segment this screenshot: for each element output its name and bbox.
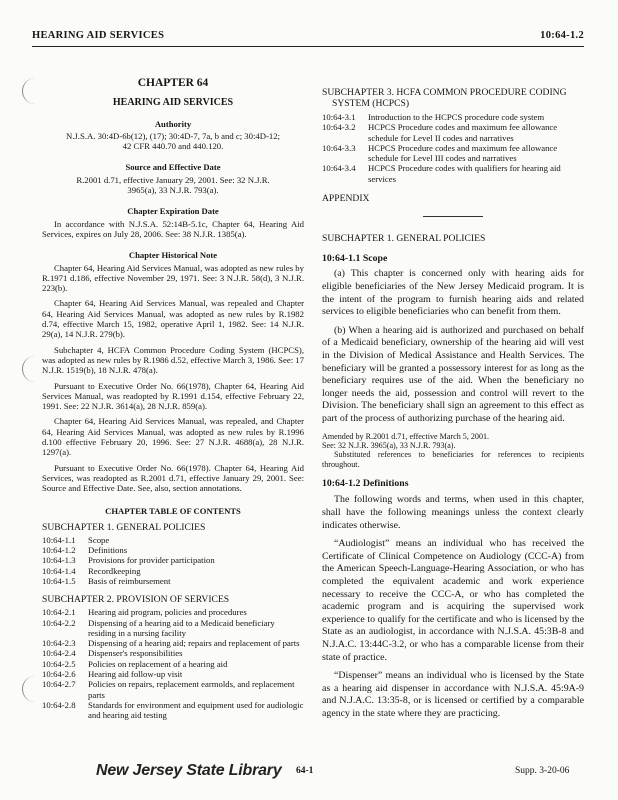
supplement-date: Supp. 3-20-06: [515, 766, 570, 776]
toc-entry-number: 10:64-2.7: [42, 679, 76, 690]
subchapter-1-heading: SUBCHAPTER 1. GENERAL POLICIES: [322, 233, 486, 245]
margin-mark: [22, 356, 37, 382]
history-paragraph: Chapter 64, Hearing Aid Services Manual, was repealed and Chapter 64, Hearing Aid Services Manual, was adopted as new rules by R.1982 d.74, effective March 15, 1982, operative April 1, 1982. See: 14 N.J.R. 29(a), 14 N.J.R. 279(b).: [42, 298, 304, 340]
toc-entry-number: 10:64-1.2: [42, 545, 76, 556]
toc-entry: [322, 122, 584, 143]
source-heading: Source and Effective Date: [125, 162, 221, 173]
toc-entry: [42, 659, 304, 669]
toc-entry: [322, 143, 584, 164]
toc-entry-title: Introduction to the HCPCS procedure code system: [368, 112, 545, 122]
toc-entry-number: 10:64-3.1: [322, 112, 356, 122]
toc-entry: [42, 618, 304, 639]
toc-entry-title: Definitions: [88, 545, 128, 556]
library-watermark: New Jersey State Library: [96, 762, 282, 779]
left-column: [42, 56, 304, 721]
history-paragraph: Chapter 64, Hearing Aid Services Manual, was repealed, and Chapter 64, Hearing Aid Services Manual, was adopted as new rules by R.1996 d.100 effective February 20, 1996. See: 27 N.J.R. 4688(a), 28 N.J.R. 1297(a).: [42, 416, 304, 458]
margin-mark: [22, 676, 37, 702]
toc-entry: [42, 576, 304, 586]
expiration-text: In accordance with N.J.S.A. 52:14B-5.1c, Chapter 64, Hearing Aid Services, expires on July 28, 2006. See: 38 N.J.R. 1385(a).: [42, 218, 304, 239]
section-1-1-heading: 10:64-1.1 Scope: [322, 253, 388, 265]
section-1-1-see: See: 32 N.J.R. 3965(a), 33 N.J.R. 793(a).: [322, 440, 456, 450]
toc-entry-title: Dispensing of a hearing aid; repairs and replacement of parts: [88, 638, 300, 649]
toc-entry: [42, 566, 304, 576]
history-paragraph: Chapter 64, Hearing Aid Services Manual, was adopted as new rules by R.1971 d.186, effective November 29, 1971. See: 3 N.J.R. 58(d), 3 N.J.R. 223(b).: [42, 262, 304, 294]
margin-mark: [22, 78, 37, 104]
toc-entry: [42, 700, 304, 721]
toc-entry-title: HCPCS Procedure codes and maximum fee allowance schedule for Level II codes and narratives: [368, 122, 558, 143]
toc-entry-number: 10:64-1.4: [42, 565, 76, 576]
authority-heading: Authority: [154, 118, 192, 129]
section-1-2-paragraph: The following words and terms, when used in this chapter, shall have the following meanings unless the context clearly indicates otherwise.: [322, 494, 584, 531]
toc-entry-number: 10:64-1.5: [42, 575, 76, 586]
toc-entry-number: 10:64-2.2: [42, 617, 76, 628]
toc-entry-title: Basis of reimbursement: [88, 575, 171, 586]
toc-entry-number: 10:64-2.1: [42, 607, 76, 618]
toc-subchapter-1-list: [42, 535, 304, 586]
toc-entry-number: 10:64-3.2: [322, 122, 356, 133]
toc-entry-number: 10:64-2.6: [42, 669, 76, 680]
toc-entry-number: 10:64-2.8: [42, 699, 76, 710]
toc-heading: CHAPTER TABLE OF CONTENTS: [105, 505, 241, 516]
toc-entry-title: Policies on replacement of a hearing aid: [88, 658, 228, 669]
toc-entry-number: 10:64-3.3: [322, 142, 356, 153]
section-divider: [423, 216, 483, 217]
history-heading: Chapter Historical Note: [128, 250, 218, 261]
toc-entry-number: 10:64-1.3: [42, 555, 76, 566]
running-head: [32, 30, 584, 44]
toc-entry-title: Dispensing of a hearing aid to a Medicaid beneficiary residing in a nursing facility: [88, 617, 275, 638]
section-1-2-paragraph: “Dispenser” means an individual who is licensed by the State as a hearing aid dispenser in accordance with N.J.S.A. 45:9A-9 and N.J.A.C. 13:35-8, or is licensed or certified by a comparable agency in the state where they are practicing.: [322, 670, 584, 719]
toc-entry-title: Standards for environment and equipment used for audiologic and hearing aid testing: [88, 699, 304, 721]
toc-entry-title: Hearing aid program, policies and procedures: [88, 607, 247, 618]
right-column: [322, 56, 584, 721]
section-1-2-heading: 10:64-1.2 Definitions: [322, 478, 409, 490]
appendix-label: APPENDIX: [322, 193, 370, 205]
toc-entry-number: 10:64-2.5: [42, 658, 76, 669]
toc-entry: [42, 535, 304, 545]
toc-subchapter-3-title: SUBCHAPTER 3. HCFA COMMON PROCEDURE CODING SYSTEM (HCPCS): [322, 87, 567, 109]
toc-entry: [42, 555, 304, 565]
toc-entry-title: Provisions for provider participation: [88, 555, 215, 566]
toc-entry-number: 10:64-2.3: [42, 638, 76, 649]
toc-entry: [42, 648, 304, 658]
toc-entry: [322, 163, 584, 184]
chapter-number: CHAPTER 64: [137, 77, 209, 89]
toc-entry-title: Recordkeeping: [88, 565, 141, 576]
toc-entry: [42, 638, 304, 648]
source-text: R.2001 d.71, effective January 29, 2001. See: 32 N.J.R. 3965(a), 33 N.J.R. 793(a).: [76, 174, 270, 196]
toc-entry-number: 10:64-1.1: [42, 534, 76, 545]
toc-entry-title: HCPCS Procedure codes with qualifiers for hearing aid services: [368, 163, 561, 184]
toc-subchapter-2-list: [42, 607, 304, 720]
page-number: 64-1: [296, 766, 314, 776]
toc-entry-title: HCPCS Procedure codes and maximum fee allowance schedule for Level III codes and narratives: [368, 142, 558, 164]
history-paragraph: Subchapter 4, HCFA Common Procedure Coding System (HCPCS), was adopted as new rules by R.1986 d.52, effective March 3, 1986. See: 17 N.J.R. 1519(b), 18 N.J.R. 478(a).: [42, 344, 304, 376]
section-1-1-paragraph: (b) When a hearing aid is authorized and purchased on behalf of a Medicaid beneficiary, ownership of the hearing aid will vest in the Division of Medical Assistance and Health Services. The beneficiary will be granted a possessory interest for as long as the beneficiary requires use of the aid. When the beneficiary no longer needs the aid, possession and control will revert to the Division. The beneficiary shall sign an agreement to this effect as part of the process of authorizing purchase of the hearing aid.: [322, 324, 584, 424]
toc-subchapter-3-list: [322, 112, 584, 184]
toc-subchapter-1-title: SUBCHAPTER 1. GENERAL POLICIES: [42, 521, 206, 533]
section-1-1-note: Substituted references to beneficiaries for references to recipients throughout.: [322, 450, 584, 469]
expiration-heading: Chapter Expiration Date: [127, 206, 219, 217]
history-paragraph: Pursuant to Executive Order No. 66(1978). Chapter 64, Hearing Aid Services, was readopted as R.2001 d.71, effective January 29, 2001. See: Source and Effective Date. See, also, section annotations.: [42, 462, 304, 494]
toc-entry-title: Dispenser's responsibilities: [88, 648, 183, 659]
toc-entry: [42, 669, 304, 679]
section-1-2-paragraph: “Audiologist” means an individual who has received the Certificate of Clinical Competence on Audiology (CCC-A) from the American Speech-Language-Hearing Association, or who has completed the equivalent academic and work experience necessary to receive the CCC-A, or who has completed the academic program and is acquiring the supervised work experience to qualify for the certificate and who is licensed by the State as an audiologist, in accordance with N.J.S.A. 45:3B-8 and N.J.A.C. 13:44C-3.2, or who has a comparable license from their state of practice.: [322, 538, 584, 663]
header-rule: [32, 46, 584, 47]
authority-text: N.J.S.A. 30:4D-6b(12), (17); 30:4D-7, 7a, b and c; 30:4D-12; 42 CFR 440.70 and 440.120.: [65, 130, 281, 152]
toc-subchapter-2-title: SUBCHAPTER 2. PROVISION OF SERVICES: [42, 594, 230, 606]
section-1-1-amended: Amended by R.2001 d.71, effective March 5, 2001.: [322, 431, 490, 441]
toc-entry-number: 10:64-2.4: [42, 648, 76, 659]
toc-entry-title: Hearing aid follow-up visit: [88, 669, 183, 680]
section-1-1-paragraph: (a) This chapter is concerned only with hearing aids for eligible beneficiaries of the New Jersey Medicaid program. It is the intent of the program to furnish hearing aids and related services to eligible beneficiaries who can benefit from them.: [322, 268, 584, 318]
toc-entry: [322, 112, 584, 122]
history-paragraph: Pursuant to Executive Order No. 66(1978), Chapter 64, Hearing Aid Services Manual, was readopted by R.1991 d.154, effective February 22, 1991. See: 22 N.J.R. 3614(a), 28 N.J.R. 859(a).: [42, 380, 304, 412]
toc-entry-title: Scope: [88, 534, 110, 545]
toc-entry: [42, 545, 304, 555]
chapter-title: HEARING AID SERVICES: [112, 97, 234, 109]
toc-entry-title: Policies on repairs, replacement earmolds, and replacement parts: [88, 679, 295, 700]
toc-entry: [42, 607, 304, 617]
toc-entry: [42, 679, 304, 700]
toc-entry-number: 10:64-3.4: [322, 163, 356, 174]
running-head-section: 10:64-1.2: [540, 30, 584, 41]
running-head-title: HEARING AID SERVICES: [32, 30, 165, 41]
